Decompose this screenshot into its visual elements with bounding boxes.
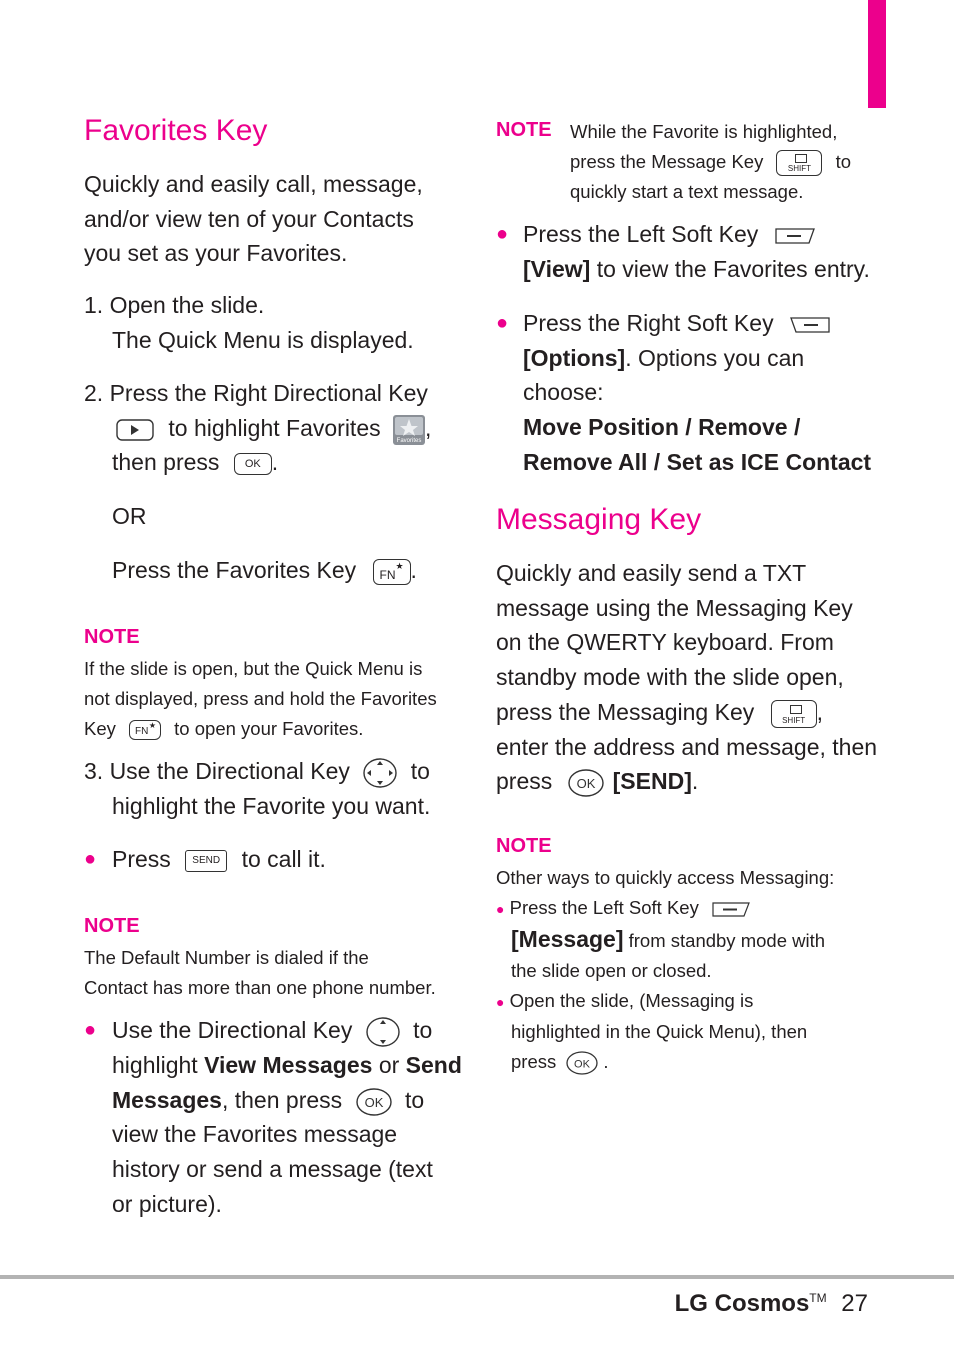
- paragraph-line: [496, 695, 877, 730]
- note-line: [496, 924, 834, 956]
- fn-favorites-key-icon: [373, 559, 411, 585]
- note-text: Open the slide, (Messaging is: [509, 990, 754, 1011]
- directional-key-icon: [365, 1016, 401, 1048]
- paragraph-line: [496, 764, 877, 799]
- paragraph-comma: ,: [816, 698, 824, 725]
- step-2-comma: ,: [425, 414, 432, 441]
- directional-key-icon: [362, 757, 398, 789]
- note-line: the slide open or closed.: [511, 960, 712, 981]
- note-1-text: [84, 654, 437, 744]
- ok-key-icon: [234, 453, 272, 475]
- favorites-app-icon: [393, 415, 425, 445]
- note-1-line: [84, 714, 437, 744]
- options-list-line: Remove All / Set as ICE Contact: [523, 448, 872, 475]
- note-top-line: While the Favorite is highlighted,: [570, 121, 838, 142]
- bullet-line: [112, 1013, 462, 1048]
- bullet-line: [112, 1083, 462, 1118]
- page-edge-tab: [868, 0, 886, 108]
- step-2: [84, 376, 431, 480]
- envelope-icon: [790, 705, 802, 714]
- page-footer: [675, 1290, 868, 1318]
- bullet-text: to: [404, 1086, 425, 1113]
- note-top-label: NOTE: [496, 119, 552, 141]
- message-option: [Message]: [511, 926, 624, 952]
- bullet-icon: ●: [496, 223, 509, 245]
- note-line: highlighted in the Quick Menu), then: [511, 1021, 808, 1042]
- options-list-line: Move Position / Remove /: [523, 414, 801, 441]
- note-1-line: not displayed, press and hold the Favorites: [84, 688, 437, 709]
- step-2-line: 2. Press the Right Directional Key: [84, 380, 428, 406]
- note-1-text: to open your Favorites.: [174, 718, 364, 739]
- note-2-line: Contact has more than one phone number.: [84, 977, 436, 998]
- step-1-line: 1. Open the slide.: [84, 292, 265, 318]
- send-messages-option: Send: [405, 1051, 462, 1078]
- ok-key-label: OK: [244, 458, 261, 471]
- paragraph-line: on the QWERTY keyboard. From: [496, 629, 834, 656]
- step-1-line: The Quick Menu is displayed.: [112, 326, 414, 353]
- star-icon: ★: [148, 721, 157, 731]
- step-3-line: [84, 754, 430, 789]
- note-1-line: If the slide is open, but the Quick Menu is: [84, 658, 423, 679]
- fn-key-label: FN: [135, 726, 149, 738]
- step-2-line: [84, 411, 431, 446]
- bullet-press-send: [112, 842, 326, 877]
- bullet-text: Press the Right Soft Key: [523, 310, 774, 336]
- send-key-label: SEND: [192, 854, 221, 866]
- intro-line: you set as your Favorites.: [84, 240, 348, 267]
- note-messaging-text: [496, 863, 834, 1077]
- step-2-period: .: [271, 449, 279, 476]
- note-1-label: NOTE: [84, 626, 140, 648]
- bullet-view-messages: [112, 1013, 462, 1221]
- note-top-text-part: press the Message Key: [570, 151, 764, 172]
- right-directional-key-icon: [116, 419, 154, 441]
- note-line: [496, 1047, 834, 1077]
- ok-key-icon: [565, 1050, 599, 1076]
- note-line: [496, 986, 834, 1017]
- intro-line: Quickly and easily call, message,: [84, 171, 423, 197]
- note-2-text: [84, 943, 436, 1003]
- view-option: [View]: [523, 255, 591, 282]
- paragraph-line: enter the address and message, then: [496, 733, 878, 760]
- message-shift-key-icon: [776, 150, 822, 176]
- note-2-label: NOTE: [84, 915, 140, 937]
- step-2-text: to highlight Favorites: [168, 414, 381, 441]
- shift-key-label: SHIFT: [782, 715, 806, 725]
- paragraph-line: Quickly and easily send a TXT: [496, 560, 807, 586]
- bullet-text: to call it.: [241, 846, 326, 872]
- ok-key-icon: [567, 768, 605, 798]
- bullet-text: Use the Directional Key: [112, 1017, 353, 1043]
- bullet-text: to: [413, 1017, 433, 1043]
- paragraph-text: press the Messaging Key: [496, 698, 755, 725]
- paragraph-text: press: [496, 768, 553, 795]
- favorites-icon-caption: Favorites: [396, 437, 422, 444]
- bullet-left-soft-key: [523, 217, 870, 286]
- bullet-line: [523, 306, 871, 341]
- paragraph-line: standby mode with the slide open,: [496, 664, 844, 691]
- right-soft-key-icon: [790, 316, 830, 334]
- favorites-intro: [84, 167, 423, 271]
- fn-key-label: FN: [379, 567, 396, 582]
- step-2-line: [84, 445, 431, 480]
- page-number: 27: [841, 1290, 868, 1317]
- svg-text:OK: OK: [364, 1094, 383, 1110]
- favorites-key-heading: Favorites Key: [84, 114, 268, 147]
- note-top-text-part: to: [835, 151, 852, 172]
- bullet-text: to view the Favorites entry.: [590, 255, 870, 282]
- bullet-text: or: [372, 1051, 406, 1078]
- bullet-icon: ●: [496, 994, 505, 1010]
- ok-key-icon: [355, 1087, 393, 1117]
- bullet-line: view the Favorites message: [112, 1121, 398, 1148]
- note-text: Press the Left Soft Key: [509, 897, 699, 918]
- send-key-icon: [185, 850, 227, 872]
- bullet-text: Press: [112, 846, 171, 872]
- bullet-line: [523, 341, 871, 376]
- bullet-line: history or send a message (text: [112, 1156, 433, 1183]
- press-favorites-key-line: [112, 553, 417, 588]
- fn-favorites-key-icon: [129, 720, 161, 740]
- step-1: [84, 288, 414, 357]
- press-favorites-period: .: [410, 557, 417, 583]
- bullet-line: [523, 217, 870, 252]
- paragraph-period: .: [691, 768, 699, 795]
- svg-text:OK: OK: [574, 1058, 591, 1071]
- send-option: [SEND]: [612, 768, 692, 795]
- note-messaging-label: NOTE: [496, 835, 552, 857]
- note-period: .: [603, 1051, 609, 1072]
- bullet-icon: ●: [496, 312, 509, 334]
- step-3: [84, 754, 430, 824]
- step-3-line: highlight the Favorite you want.: [112, 792, 431, 819]
- bullet-line: or picture).: [112, 1190, 222, 1217]
- paragraph-line: message using the Messaging Key: [496, 594, 853, 621]
- note-text: press: [511, 1051, 557, 1072]
- envelope-icon: [795, 154, 807, 163]
- note-line: [496, 893, 834, 924]
- note-top-line: [570, 147, 851, 177]
- note-text: from standby mode with: [623, 930, 826, 951]
- step-3-text: to: [410, 758, 430, 784]
- or-label: OR: [112, 503, 147, 529]
- bullet-line: choose:: [523, 379, 604, 406]
- svg-text:OK: OK: [576, 776, 596, 792]
- bullet-line: [112, 1048, 462, 1083]
- bullet-icon: ●: [84, 1019, 97, 1041]
- note-top-line: quickly start a text message.: [570, 181, 804, 202]
- step-2-text: then press: [112, 449, 220, 476]
- note-top-text: [570, 117, 851, 207]
- bullet-icon: ●: [84, 848, 97, 870]
- messaging-paragraph: [496, 556, 877, 799]
- bullet-text: Press the Left Soft Key: [523, 221, 759, 247]
- message-shift-key-icon: [771, 700, 817, 728]
- bullet-text: . Options you can: [625, 344, 805, 371]
- left-soft-key-icon: [712, 901, 750, 918]
- trademark: TM: [809, 1291, 827, 1305]
- bullet-text: highlight: [112, 1051, 205, 1078]
- bullet-right-soft-key: [523, 306, 871, 480]
- brand-name: LG Cosmos: [674, 1290, 810, 1317]
- shift-key-label: SHIFT: [787, 164, 812, 174]
- left-soft-key-icon: [775, 227, 815, 245]
- options-option: [Options]: [523, 344, 626, 371]
- bullet-icon: ●: [496, 901, 505, 917]
- messaging-key-heading: Messaging Key: [496, 503, 702, 536]
- press-favorites-text: Press the Favorites Key: [112, 557, 357, 583]
- note-2-line: The Default Number is dialed if the: [84, 947, 369, 968]
- view-messages-option: View Messages: [204, 1051, 373, 1078]
- send-messages-option: Messages: [112, 1086, 222, 1113]
- note-1-text: Key: [84, 718, 116, 739]
- intro-line: and/or view ten of your Contacts: [84, 205, 414, 232]
- star-icon: ★: [395, 560, 404, 571]
- note-line: Other ways to quickly access Messaging:: [496, 867, 835, 888]
- footer-rule: [0, 1275, 954, 1279]
- bullet-line: [523, 252, 870, 287]
- bullet-text: , then press: [221, 1086, 343, 1113]
- step-3-text: 3. Use the Directional Key: [84, 758, 350, 784]
